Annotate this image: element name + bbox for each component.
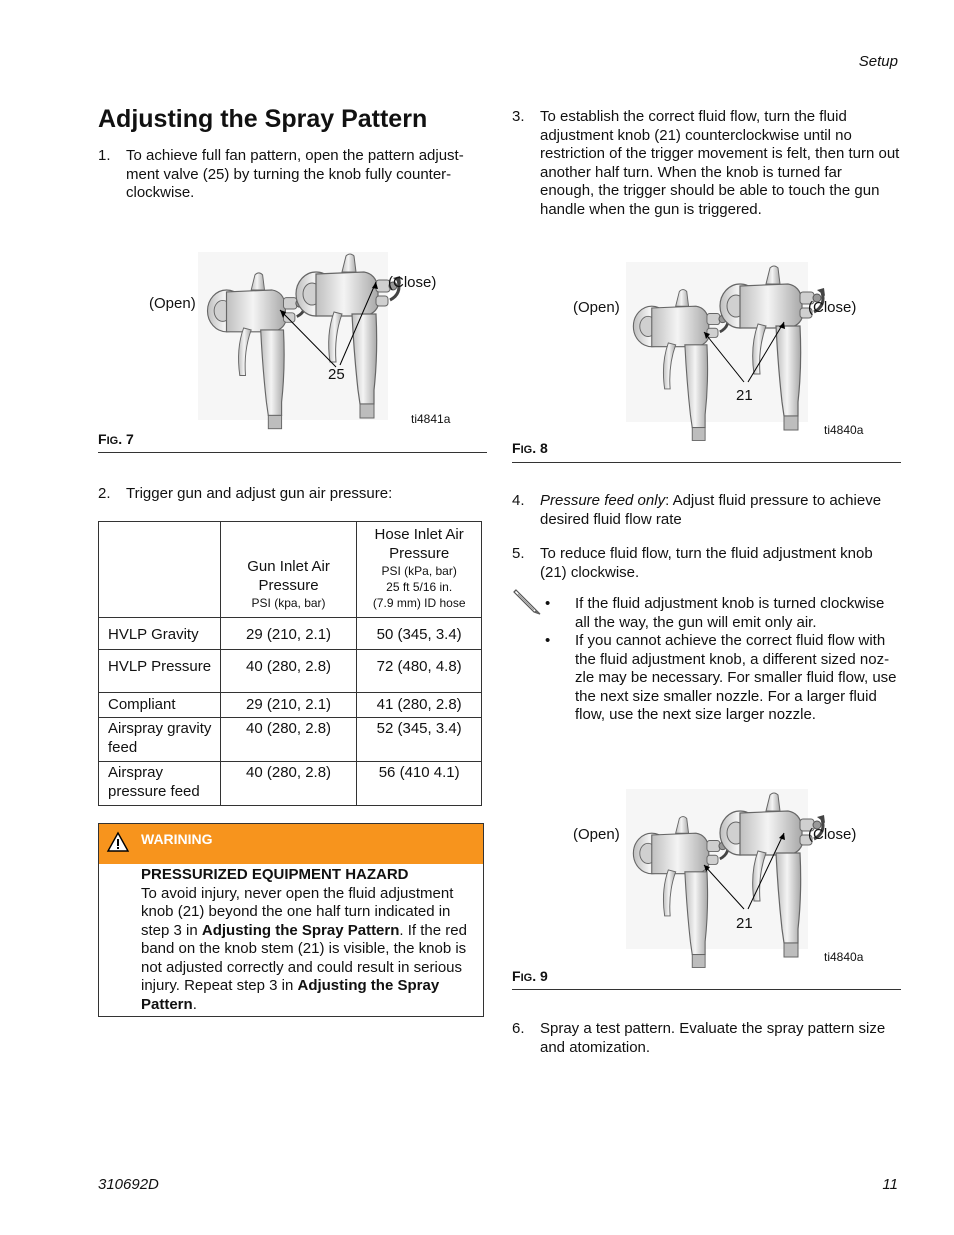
hose-pressure-cell: 56 (410 4.1) [357, 762, 482, 806]
table-header-gun: Gun Inlet Air Pressure PSI (kpa, bar) [220, 522, 357, 618]
open-label: (Open) [573, 299, 620, 316]
step-number: 2. [98, 485, 111, 502]
close-label: (Close) [808, 299, 857, 316]
gun-pressure-cell: 40 (280, 2.8) [220, 650, 357, 693]
image-id: ti4841a [411, 412, 451, 426]
step-text: Trigger gun and adjust gun air pressure: [126, 485, 393, 502]
step-text: Pressure feed only: Adjust fluid pressure to achieve desired fluid flow rate [540, 492, 882, 528]
warning-header [99, 824, 483, 864]
reference-number: 21 [736, 387, 753, 404]
table-row [99, 762, 482, 806]
spray-gun-illustration [198, 252, 388, 420]
close-label: (Close) [808, 826, 857, 843]
warning-reference: Adjusting the Spray Pattern [201, 921, 400, 939]
step-number: 5. [512, 545, 525, 562]
hose-pressure-cell: 50 (345, 3.4) [357, 618, 482, 650]
gun-pressure-cell: 29 (210, 2.1) [220, 618, 357, 650]
open-label: (Open) [573, 826, 620, 843]
warning-text: . [192, 995, 197, 1013]
document-number: 310692D [98, 1176, 159, 1193]
step-number: 6. [512, 1020, 525, 1037]
note-text: If the fluid adjustment knob is turned clockwise all the way, the gun will emit only air. [575, 595, 885, 631]
spray-gun-illustration [626, 262, 808, 422]
warning-reference: Adjusting the Spray Pattern [141, 977, 440, 1013]
warning-text: . If the red band on the knob stem (21) is visible, the knob is not adjusted correctly and could result in serious injury. Repeat step 3 in [141, 921, 467, 994]
page-number: 11 [882, 1176, 898, 1193]
warning-triangle-icon [107, 832, 129, 852]
section-label: Setup [858, 53, 898, 70]
step-text: To achieve full fan pattern, open the pattern adjust-ment valve (25) by turning the knob fully counter-clockwise. [126, 147, 464, 201]
step-text: To establish the correct fluid flow, turn the fluid adjustment knob (21) counterclockwise until no restriction of the trigger movement is felt, then turn out another half turn. When the knob is turned far enough, the trigger should be able to touch the gun handle when the gun is triggered. [540, 108, 900, 218]
table-header-hose: Hose Inlet Air Pressure PSI (kPa, bar) 25 ft 5/16 in. (7.9 mm) ID hose [357, 522, 482, 618]
hose-pressure-cell: 72 (480, 4.8) [357, 650, 482, 693]
reference-number: 25 [328, 366, 345, 383]
note-pencil-icon [512, 586, 542, 616]
page-title: Adjusting the Spray Pattern [98, 105, 428, 133]
warning-box [98, 823, 484, 1017]
table-row [99, 650, 482, 693]
image-id: ti4840a [824, 950, 864, 964]
hose-pressure-cell: 52 (345, 3.4) [357, 718, 482, 762]
row-label: Compliant [99, 693, 221, 718]
row-label: Airspray pressure feed [99, 762, 221, 806]
list-item [545, 632, 903, 725]
warning-text: To avoid injury, never open the fluid adjustment knob (21) beyond the one half turn indicated in step 3 in [141, 884, 454, 939]
row-label: HVLP Gravity [99, 618, 221, 650]
notes-list [545, 595, 903, 725]
step-number: 3. [512, 108, 525, 125]
figure-caption: FIG. 9 [512, 968, 548, 984]
list-item [545, 595, 903, 632]
row-label: Airspray gravity feed [99, 718, 221, 762]
gun-pressure-cell: 40 (280, 2.8) [220, 762, 357, 806]
table-row [99, 618, 482, 650]
divider [98, 452, 487, 453]
step-number: 1. [98, 147, 111, 164]
gun-pressure-cell: 29 (210, 2.1) [220, 693, 357, 718]
open-label: (Open) [149, 295, 196, 312]
step-text: To reduce fluid flow, turn the fluid adjustment knob (21) clockwise. [540, 545, 873, 581]
divider [512, 462, 901, 463]
bullet: • [545, 632, 551, 649]
spray-gun-illustration [626, 789, 808, 949]
bullet: • [545, 595, 551, 612]
hose-pressure-cell: 41 (280, 2.8) [357, 693, 482, 718]
figure-caption: FIG. 7 [98, 431, 134, 447]
air-pressure-table [98, 521, 482, 806]
row-label: HVLP Pressure [99, 650, 221, 693]
step-number: 4. [512, 492, 525, 509]
image-id: ti4840a [824, 423, 864, 437]
table-header-empty [99, 522, 221, 618]
close-label: (Close) [388, 274, 437, 291]
hazard-title: PRESSURIZED EQUIPMENT HAZARD [141, 866, 409, 883]
table-header-row [99, 522, 482, 618]
figure-caption: FIG. 8 [512, 440, 548, 456]
reference-number: 21 [736, 915, 753, 932]
table-row [99, 718, 482, 762]
note-text: If you cannot achieve the correct fluid flow with the fluid adjustment knob, a different sized noz-zle may be necessary. For smaller fluid flow, use the next size smaller nozzle. For a larger fluid flow, use the next size larger nozzle. [575, 632, 897, 723]
warning-body [141, 866, 477, 1014]
gun-pressure-cell: 40 (280, 2.8) [220, 718, 357, 762]
table-row [99, 693, 482, 718]
divider [512, 989, 901, 990]
step-text: Spray a test pattern. Evaluate the spray pattern size and atomization. [540, 1020, 886, 1056]
warning-label: WARINING [141, 831, 213, 847]
